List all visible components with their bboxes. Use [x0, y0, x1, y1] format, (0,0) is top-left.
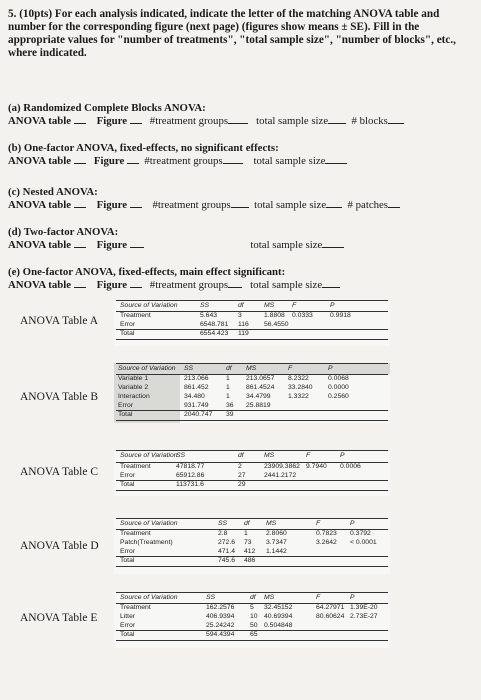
table-cell: 40.69394 — [264, 613, 293, 620]
table-header-cell: F — [316, 520, 321, 527]
table-cell: 2.73E-27 — [350, 613, 378, 620]
table-cell: 2441.2172 — [264, 472, 297, 479]
total-sample-size-blank[interactable] — [328, 114, 346, 124]
table-header-cell: df — [244, 520, 250, 527]
table-cell: Variable 1 — [118, 375, 149, 382]
table-header-cell: MS — [266, 520, 277, 527]
figure-blank[interactable] — [130, 238, 144, 248]
table-cell: Error — [118, 402, 134, 409]
table-header-rule — [116, 529, 388, 530]
table-header-cell: MS — [246, 365, 257, 372]
table-cell: 0.2560 — [328, 393, 349, 400]
table-cell: 25.8819 — [246, 402, 271, 409]
table-cell: 745.6 — [218, 557, 236, 564]
table-header-cell: MS — [264, 594, 275, 601]
table-cell: Total — [120, 330, 135, 337]
table-cell: 1.3322 — [288, 393, 309, 400]
anova-table-blank[interactable] — [74, 278, 86, 288]
table-cell: 65912.86 — [176, 472, 205, 479]
table-cell: 47818.77 — [176, 463, 205, 470]
table-cell: 861.452 — [184, 384, 209, 391]
table-bottom-rule — [116, 339, 388, 340]
table-cell: 80.60624 — [316, 613, 345, 620]
table-cell: 2 — [238, 463, 242, 470]
table-cell: Total — [118, 411, 133, 418]
table-cell: 34.480 — [184, 393, 205, 400]
table-cell: 2040.747 — [184, 411, 213, 418]
table-cell: 2.8060 — [266, 530, 287, 537]
question-line-2: number for the corresponding figure (next page) (figures show means ± SE). Fill in the — [8, 21, 420, 33]
table-cell: Litter — [120, 613, 136, 620]
table-cell: 113731.6 — [176, 481, 204, 488]
figure-blank[interactable] — [127, 154, 139, 164]
table-bottom-rule — [116, 640, 388, 641]
anova-table-c-label: ANOVA Table C — [20, 466, 98, 478]
section-d-title: (d) Two-factor ANOVA: — [8, 226, 119, 238]
table-cell: 10 — [250, 613, 258, 620]
table-cell: Error — [120, 622, 136, 629]
table-header-cell: F — [288, 365, 293, 372]
table-header-cell: SS — [184, 365, 194, 372]
table-cell: 0.7823 — [316, 530, 337, 537]
question-line-3: appropriate values for "number of treatments", "total sample size", "number of blocks", etc., — [8, 34, 456, 46]
table-cell: 36 — [226, 402, 234, 409]
table-cell: 65 — [250, 631, 258, 638]
table-cell: 0.0000 — [328, 384, 349, 391]
table-bottom-rule — [116, 490, 388, 491]
section-a-title: (a) Randomized Complete Blocks ANOVA: — [8, 102, 206, 114]
table-header-cell: Source of Variation — [120, 452, 178, 459]
section-d-fields: ANOVA table Figure total sample size — [8, 238, 344, 251]
table-header-cell: F — [316, 594, 321, 601]
table-header-cell: df — [226, 365, 232, 372]
table-header-cell: Source of Variation — [120, 302, 178, 309]
anova-table-blank[interactable] — [74, 238, 86, 248]
treatment-groups-blank[interactable] — [223, 154, 243, 164]
table-cell: 25.24242 — [206, 622, 235, 629]
treatment-groups-blank[interactable] — [228, 114, 248, 124]
table-header-cell: SS — [218, 520, 228, 527]
section-e-fields: ANOVA table Figure #treatment groups total sample size — [8, 278, 340, 291]
table-cell: Interaction — [118, 393, 150, 400]
table-cell: Variable 2 — [118, 384, 149, 391]
table-cell: 0.9918 — [330, 312, 351, 319]
section-a-fields: ANOVA table Figure #treatment groups total sample size # blocks — [8, 114, 404, 127]
table-cell: 50 — [250, 622, 258, 629]
treatment-groups-blank[interactable] — [231, 198, 249, 208]
section-c-fields: ANOVA table Figure #treatment groups total sample size # patches — [8, 198, 400, 211]
table-cell: 1.8808 — [264, 312, 285, 319]
table-cell: 0.0006 — [340, 463, 361, 470]
table-cell: 116 — [238, 321, 249, 328]
table-cell: 34.4799 — [246, 393, 271, 400]
section-b-title: (b) One-factor ANOVA, fixed-effects, no significant effects: — [8, 142, 279, 154]
table-cell: 1.1442 — [266, 548, 287, 555]
table-cell: 594.4394 — [206, 631, 235, 638]
table-cell: Error — [120, 321, 136, 328]
table-cell: Error — [120, 472, 136, 479]
blocks-blank[interactable] — [388, 114, 404, 124]
table-cell: 931.749 — [184, 402, 209, 409]
table-cell: Total — [120, 631, 135, 638]
table-cell: 3.2642 — [316, 539, 337, 546]
section-c-title: (c) Nested ANOVA: — [8, 186, 98, 198]
table-header-cell: df — [250, 594, 256, 601]
anova-table-a-label: ANOVA Table A — [20, 315, 98, 327]
table-cell: 23909.3862 — [264, 463, 300, 470]
table-header-cell: SS — [176, 452, 186, 459]
table-cell: 0.0068 — [328, 375, 349, 382]
table-top-rule — [116, 363, 388, 364]
anova-table-c — [114, 450, 390, 496]
total-sample-size-blank[interactable] — [325, 154, 347, 164]
table-header-cell: Source of Variation — [120, 594, 178, 601]
table-cell: 1 — [226, 393, 230, 400]
table-cell: 1.39E-20 — [350, 604, 378, 611]
table-cell: 119 — [238, 330, 249, 337]
table-top-rule — [116, 450, 388, 451]
table-total-rule — [116, 410, 388, 411]
table-header-cell: MS — [264, 452, 275, 459]
table-header-cell: F — [292, 302, 297, 309]
table-cell: Treatment — [120, 530, 151, 537]
anova-table-blank[interactable] — [74, 154, 86, 164]
table-cell: 3.7347 — [266, 539, 287, 546]
anova-table-d — [114, 518, 390, 574]
table-cell: 33.2840 — [288, 384, 313, 391]
anova-table-e-label: ANOVA Table E — [20, 612, 98, 624]
anova-table-b — [114, 363, 390, 423]
table-top-rule — [116, 300, 388, 301]
table-total-rule — [116, 480, 388, 481]
table-cell: 1 — [244, 530, 248, 537]
table-cell: 272.6 — [218, 539, 236, 546]
table-cell: 27 — [238, 472, 246, 479]
table-total-rule — [116, 329, 388, 330]
table-header-cell: P — [328, 365, 333, 372]
table-header-cell: SS — [206, 594, 216, 601]
table-cell: Error — [120, 548, 136, 555]
total-sample-size-blank[interactable] — [322, 278, 340, 288]
table-cell: 8.2322 — [288, 375, 309, 382]
total-sample-size-blank[interactable] — [326, 198, 342, 208]
table-bottom-rule — [116, 420, 388, 421]
table-header-cell: Source of Variation — [118, 365, 176, 372]
table-cell: 9.7940 — [306, 463, 327, 470]
anova-table-a — [114, 300, 390, 346]
figure-blank[interactable] — [130, 278, 142, 288]
anova-table-blank[interactable] — [74, 114, 86, 124]
question-line-4: where indicated. — [8, 47, 87, 59]
anova-table-d-label: ANOVA Table D — [20, 540, 99, 552]
table-cell: Total — [120, 481, 135, 488]
table-cell: 56.4550 — [264, 321, 289, 328]
table-cell: 486 — [244, 557, 256, 564]
table-cell: 213.066 — [184, 375, 209, 382]
table-cell: 471.4 — [218, 548, 236, 555]
table-cell: 32.45152 — [264, 604, 293, 611]
table-cell: 0.3792 — [350, 530, 371, 537]
table-top-rule — [116, 518, 388, 519]
table-cell: 406.9394 — [206, 613, 235, 620]
table-header-cell: df — [238, 452, 244, 459]
table-cell: 3 — [238, 312, 242, 319]
section-b-fields: ANOVA table Figure #treatment groups total sample size — [8, 154, 347, 167]
table-cell: Patch(Treatment) — [120, 539, 173, 546]
table-header-cell: Source of Variation — [120, 520, 178, 527]
table-cell: 162.2576 — [206, 604, 235, 611]
table-cell: 1 — [226, 384, 230, 391]
table-cell: 29 — [238, 481, 246, 488]
table-header-cell: P — [330, 302, 335, 309]
table-cell: 64.27971 — [316, 604, 345, 611]
section-e-title: (e) One-factor ANOVA, fixed-effects, main effect significant: — [8, 266, 286, 278]
table-header-cell: MS — [264, 302, 275, 309]
table-cell: 6554.423 — [200, 330, 229, 337]
table-cell: Treatment — [120, 463, 151, 470]
anova-table-b-label: ANOVA Table B — [20, 391, 98, 403]
table-bottom-rule — [116, 566, 388, 567]
table-header-cell: df — [238, 302, 244, 309]
table-header-cell: P — [340, 452, 345, 459]
patches-blank[interactable] — [388, 198, 400, 208]
figure-blank[interactable] — [130, 198, 142, 208]
table-cell: 2.8 — [218, 530, 228, 537]
table-header-cell: F — [306, 452, 311, 459]
table-cell: Total — [120, 557, 135, 564]
anova-table-e — [114, 592, 390, 648]
total-sample-size-blank[interactable] — [322, 238, 344, 248]
table-cell: Treatment — [120, 312, 151, 319]
anova-table-blank[interactable] — [74, 198, 86, 208]
treatment-groups-blank[interactable] — [228, 278, 242, 288]
table-cell: 412 — [244, 548, 256, 555]
table-cell: < 0.0001 — [350, 539, 377, 546]
table-cell: 73 — [244, 539, 252, 546]
table-cell: Treatment — [120, 604, 151, 611]
table-cell: 39 — [226, 411, 234, 418]
table-cell: 0.0333 — [292, 312, 313, 319]
table-cell: 0.504848 — [264, 622, 293, 629]
figure-blank[interactable] — [130, 114, 142, 124]
table-cell: 213.0657 — [246, 375, 275, 382]
table-top-rule — [116, 592, 388, 593]
table-cell: 5 — [250, 604, 254, 611]
table-cell: 6548.781 — [200, 321, 229, 328]
table-header-cell: SS — [200, 302, 210, 309]
table-header-cell: P — [350, 520, 355, 527]
table-header-cell: P — [350, 594, 355, 601]
table-cell: 5.643 — [200, 312, 218, 319]
question-line-1: 5. (10pts) For each analysis indicated, indicate the letter of the matching ANOVA table and — [8, 8, 440, 20]
table-cell: 861.4524 — [246, 384, 275, 391]
table-cell: 1 — [226, 375, 230, 382]
